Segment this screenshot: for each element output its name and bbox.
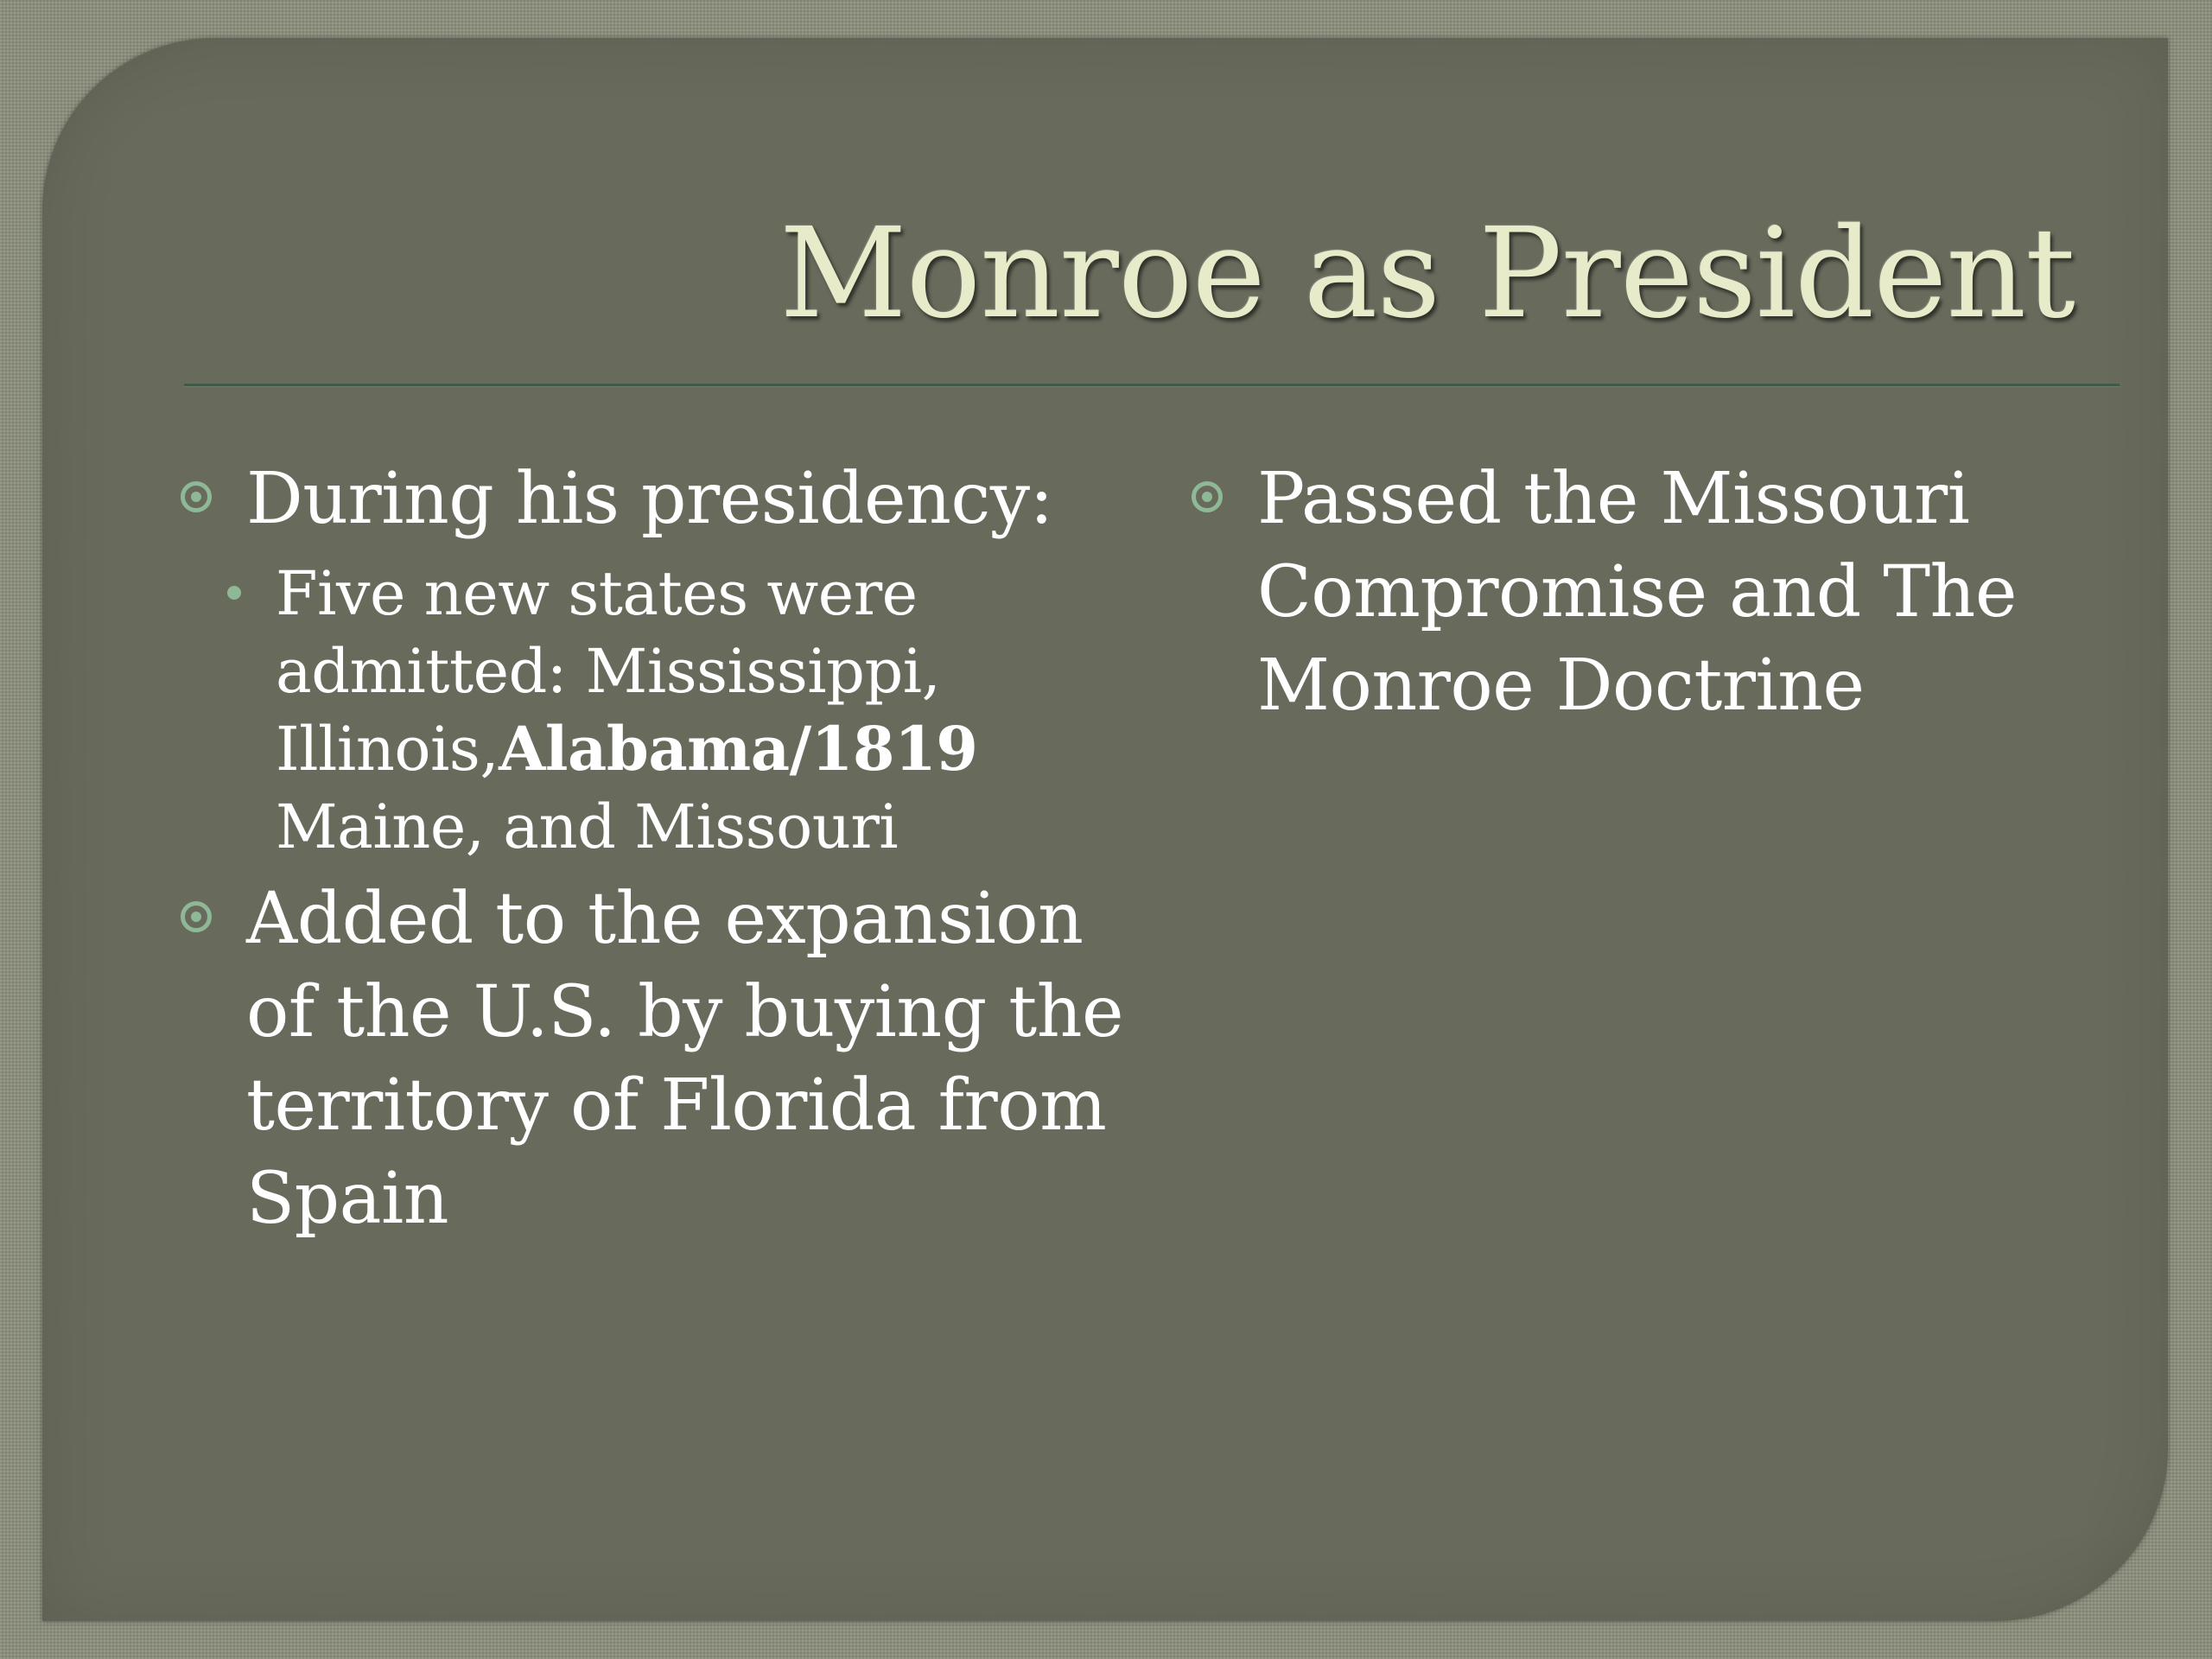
slide-panel bbox=[42, 38, 2168, 1621]
bullet-item-florida bbox=[181, 873, 1166, 1246]
bullet-item-compromise bbox=[1192, 453, 2159, 733]
ring-bullet-icon bbox=[1192, 481, 1223, 512]
bullet-text: During his presidency: bbox=[246, 458, 1053, 540]
left-column bbox=[181, 453, 1166, 1251]
ring-bullet-icon bbox=[181, 901, 212, 932]
bullet-item-presidency bbox=[181, 453, 1166, 546]
slide-title: Monroe as President bbox=[779, 200, 2075, 346]
bullet-text: Passed the Missouri Compromise and The Monroe Doctrine bbox=[1257, 458, 2017, 727]
dot-bullet-icon bbox=[227, 586, 241, 600]
ring-bullet-icon bbox=[181, 481, 212, 512]
sub-bullet-text-bold: Alabama/1819 bbox=[499, 713, 978, 785]
sub-bullet-text-start: Five new states were admitted: Mississippi, Illinois, bbox=[276, 558, 941, 785]
sub-bullet-text-end: Maine, and Missouri bbox=[276, 791, 899, 862]
right-column bbox=[1192, 453, 2159, 738]
sub-bullet-item-states bbox=[276, 555, 1166, 866]
bullet-text: Added to the expansion of the U.S. by buying the territory of Florida from Spain bbox=[246, 878, 1124, 1240]
title-divider bbox=[184, 384, 2120, 386]
